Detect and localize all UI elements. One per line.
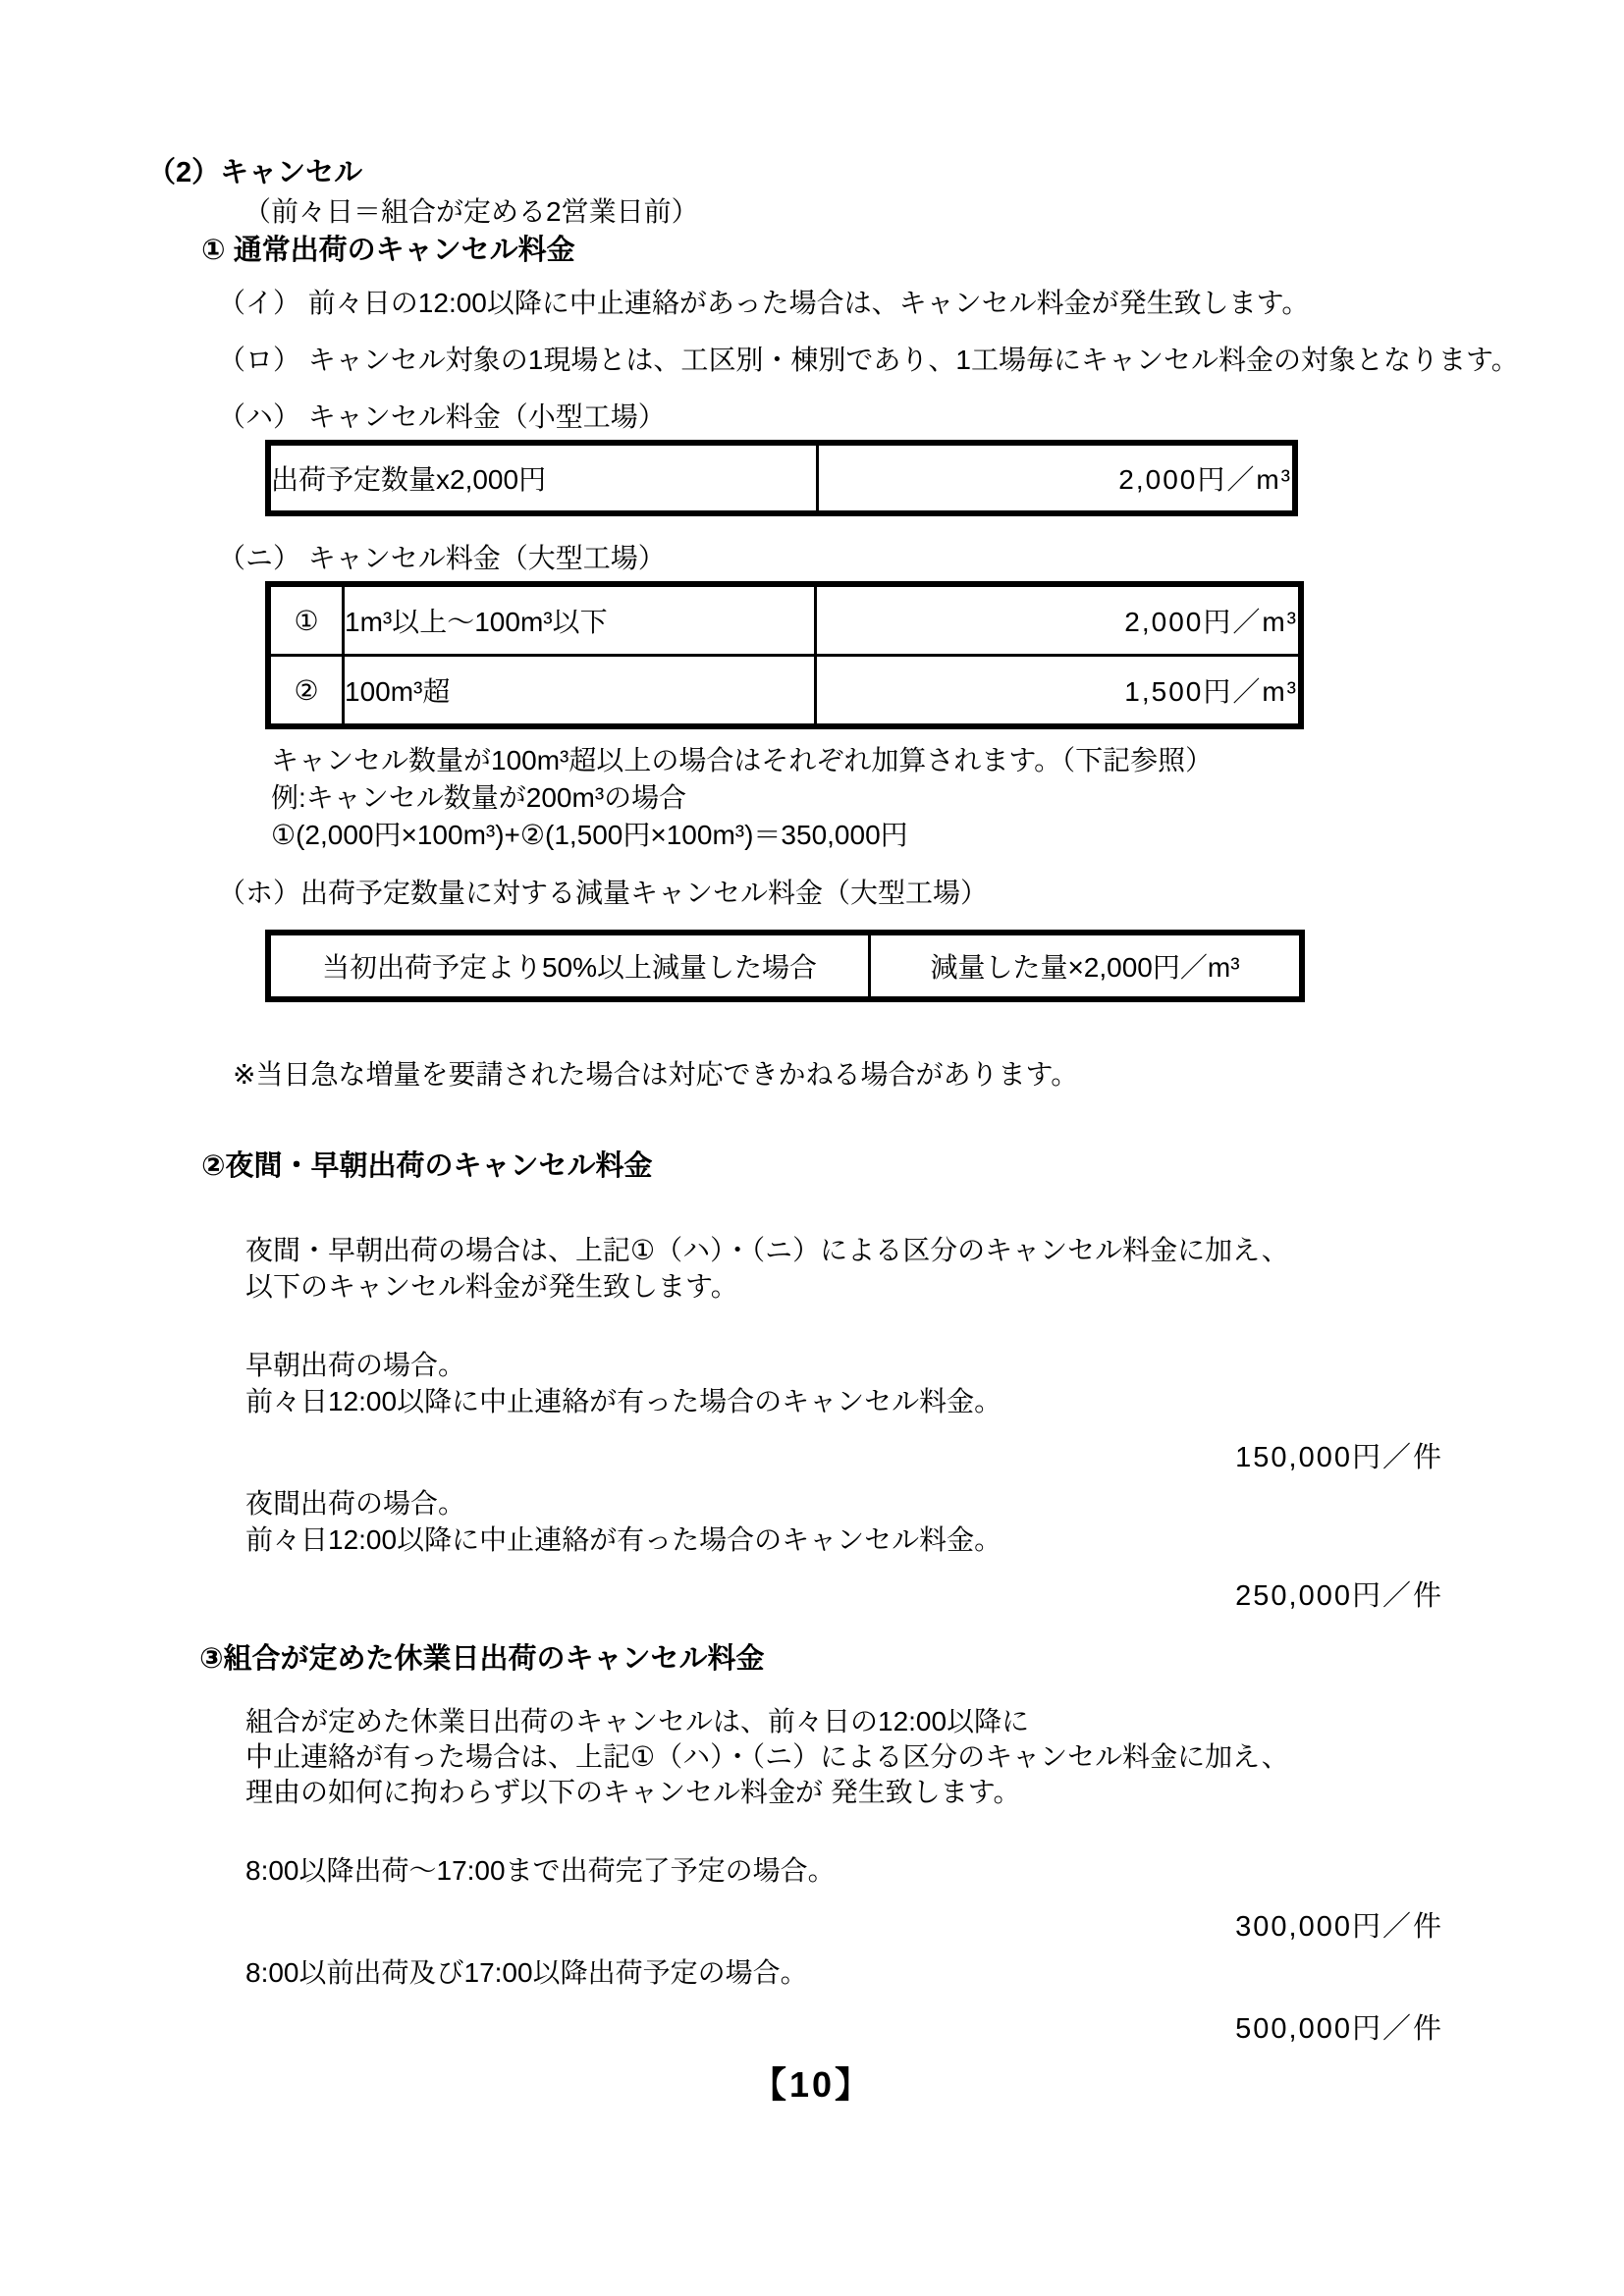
sub3-case1-title: 8:00以降出荷～17:00まで出荷完了予定の場合。 [245,1855,836,1886]
sub3-case1-fee: 300,000円／件 [1235,1911,1443,1943]
table-cancel-fee-small-factory [265,440,1298,516]
cell-row-number: ② [268,656,344,727]
section-title: （2）キャンセル [147,157,363,188]
table-row [268,584,1301,656]
sub2-case1-desc: 前々日12:00以降に中止連絡が有った場合のキャンセル料金。 [245,1386,1002,1416]
section-subtitle: （前々日＝組合が定める2営業日前） [244,196,699,227]
cell-condition: 出荷予定数量x2,000円 [268,443,818,513]
cell-fee: 1,500円／m³ [816,656,1302,727]
sub3-intro-line3: 理由の如何に拘わらず以下のキャンセル料金が 発生致します。 [245,1777,1021,1807]
sub2-intro-line1: 夜間・早朝出荷の場合は、上記①（ハ）・（ニ）による区分のキャンセル料金に加え、 [245,1235,1289,1265]
table-reduction-cancel-fee [265,930,1305,1002]
item-ha [218,400,666,434]
item-i-label: （イ） [218,288,301,318]
sub2-case2-title: 夜間出荷の場合。 [245,1488,466,1519]
caution-note: ※当日急な増量を要請された場合は対応できかねる場合があります。 [233,1059,1079,1090]
table-cancel-fee-large-factory [265,581,1304,729]
item-ha-label: （ハ） [218,401,301,432]
sub2-heading: ②夜間・早朝出荷のキャンセル料金 [201,1150,653,1182]
item-ni [218,541,666,575]
sub1-heading [201,233,575,268]
cell-fee: 減量した量×2,000円／m³ [870,933,1303,999]
sub2-case2-desc: 前々日12:00以降に中止連絡が有った場合のキャンセル料金。 [245,1524,1002,1555]
sub3-intro-line2: 中止連絡が有った場合は、上記①（ハ）・（ニ）による区分のキャンセル料金に加え、 [245,1741,1289,1772]
sub3-intro-line1: 組合が定めた休業日出荷のキャンセルは、前々日の12:00以降に [245,1706,1030,1736]
sub1-heading-num: ① [201,235,226,266]
item-ro-text: キャンセル対象の1現場とは、工区別・棟別であり、1工場毎にキャンセル料金の対象となります。 [307,345,1519,375]
item-i-text: 前々日の12:00以降に中止連絡があった場合は、キャンセル料金が発生致します。 [307,288,1310,318]
table-row [268,656,1301,727]
cell-condition: 当初出荷予定より50%以上減量した場合 [268,933,870,999]
cell-fee: 2,000円／m³ [816,584,1302,656]
note-example-title: 例:キャンセル数量が200m³の場合 [271,782,687,813]
item-ro-label: （ロ） [218,345,301,375]
table-row [268,443,1295,513]
table-row [268,933,1302,999]
cell-row-number: ① [268,584,344,656]
sub3-case2-fee: 500,000円／件 [1235,2013,1443,2045]
sub1-heading-text: 通常出荷のキャンセル料金 [233,235,575,266]
note-example-calc: ①(2,000円×100m³)+②(1,500円×100m³)＝350,000円 [271,820,908,850]
item-ro [218,343,1519,377]
item-i [218,286,1309,320]
sub2-case1-fee: 150,000円／件 [1235,1442,1443,1473]
sub2-case2-fee: 250,000円／件 [1235,1580,1443,1612]
item-ni-label: （ニ） [218,543,301,573]
sub2-intro-line2: 以下のキャンセル料金が発生致します。 [245,1271,738,1302]
sub3-case2-title: 8:00以前出荷及び17:00以降出荷予定の場合。 [245,1957,808,1988]
item-ni-text: キャンセル料金（大型工場） [307,543,666,573]
cell-fee: 2,000円／m³ [818,443,1296,513]
item-ho: （ホ）出荷予定数量に対する減量キャンセル料金（大型工場） [218,878,989,908]
item-ha-text: キャンセル料金（小型工場） [307,401,666,432]
cell-range: 1m³以上～100m³以下 [344,584,816,656]
sub3-heading: ③組合が定めた休業日出荷のキャンセル料金 [199,1643,765,1675]
sub2-case1-title: 早朝出荷の場合。 [245,1350,466,1380]
page-number: 【10】 [750,2064,874,2105]
note-addition-rule: キャンセル数量が100m³超以上の場合はそれぞれ加算されます。（下記参照） [271,745,1214,775]
cell-range: 100m³超 [344,656,816,727]
